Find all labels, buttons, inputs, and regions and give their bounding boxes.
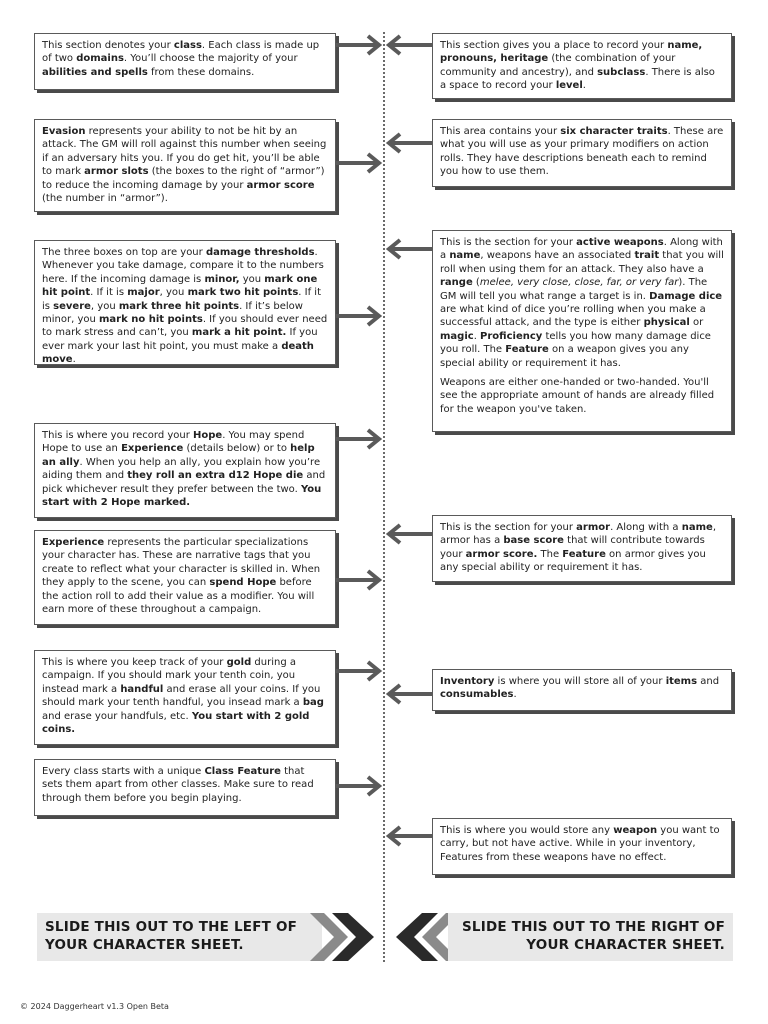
inventory-text: Inventory is where you will store all of your items and consumables. [440, 676, 720, 701]
slide-left-line-1: SLIDE THIS OUT TO THE LEFT OF [45, 919, 298, 935]
experience-box [34, 530, 336, 625]
experience-text: Experience represents the particular specializations your character has. These are narrative tags that you create to reflect what your character is skilled in. When they apply to the scene, you can spend Hope before the action roll to add their value as a modifier. You will earn more of these throughout a campaign. [42, 537, 321, 616]
arrow-right-icon [336, 660, 384, 682]
damage-thresholds-box [34, 240, 336, 365]
damage-thresholds-text: The three boxes on top are your damage thresholds. Whenever you take damage, compare it to the numbers here. If the incoming damage is minor, you mark one hit point. If it is major, you mark two hit points. If it is severe, you mark three hit points. If it’s below minor, you mark no hit points. If you should ever need to mark stress and can’t, you mark a hit point. If you ever mark your last hit point, you must make a death move. [42, 247, 328, 366]
character-traits-box [432, 119, 732, 187]
arrow-right-icon [336, 428, 384, 450]
name-heritage-text: This section gives you a place to record your name, pronouns, heritage (the combination of your community and ancestry), and subclass. There is also a space to record your level. [440, 40, 715, 92]
gold-text: This is where you keep track of your gold during a campaign. If you should mark your tenth coin, you instead mark a handful and erase all your coins. If you should mark your tenth handful, you insead mark a bag and erase your handfuls, etc. You start with 2 gold coins. [42, 657, 324, 736]
active-weapons-text-1: This is the section for your active weapons. Along with a name, weapons have an associated trait that you will roll when using them for an attack. They also have a range (melee, very close, close, far, or very far). The GM will tell you what range a target is in. Damage dice are what kind of dice you’re rolling when you make a successful attack, and the type is either physical or magic. Proficiency tells you how many damage dice you roll. The Feature on a weapon gives you any special ability or requirement it has. [440, 237, 724, 369]
evasion-armor-box [34, 119, 336, 212]
character-traits-text: This area contains your six character traits. These are what you will use as your primary modifiers on action rolls. They have descriptions beneath each to remind you how to use them. [440, 126, 724, 178]
evasion-armor-text: Evasion represents your ability to not be hit by an attack. The GM will roll against this number when seeing if an adversary hits you. If you do get hit, you’ll be able to mark armor slots (the boxes to the right of “armor”) to reduce the incoming damage by your armor score (the number in “armor”). [42, 126, 327, 205]
class-domains-box [34, 33, 336, 90]
arrow-left-icon [384, 523, 432, 545]
hope-text: This is where you record your Hope. You may spend Hope to use an Experience (details below) or to help an ally. When you help an ally, you explain how you’re aiding them and they roll an extra d12 Hope die and pick whichever result they prefer between the two. You start with 2 Hope marked. [42, 430, 326, 509]
arrow-right-icon [336, 305, 384, 327]
hope-box [34, 423, 336, 518]
weapon-storage-text: This is where you would store any weapon you want to carry, but not have active. While in your inventory, Features from these weapons have no effect. [440, 825, 720, 863]
active-weapons-box [432, 230, 732, 432]
active-weapons-text-2: Weapons are either one-handed or two-handed. You'll see the appropriate amount of hands are already filled for the weapon you've taken. [440, 377, 715, 415]
class-feature-box [34, 759, 336, 816]
slide-right-text [462, 918, 725, 954]
arrow-left-icon [384, 238, 432, 260]
arrow-left-icon [384, 132, 432, 154]
class-domains-text: This section denotes your class. Each class is made up of two domains. You’ll choose the majority of your abilities and spells from these domains. [42, 40, 320, 78]
arrow-left-icon [384, 34, 432, 56]
slide-left-line-2: YOUR CHARACTER SHEET. [45, 937, 244, 953]
arrow-right-icon [336, 569, 384, 591]
slide-right-line-1: SLIDE THIS OUT TO THE RIGHT OF [462, 919, 725, 935]
weapon-storage-box [432, 818, 732, 875]
class-feature-text: Every class starts with a unique Class Feature that sets them apart from other classes. Make sure to read through them before you begin playing. [42, 766, 314, 804]
arrow-right-icon [336, 152, 384, 174]
gold-box [34, 650, 336, 745]
armor-text: This is the section for your armor. Along with a name, armor has a base score that will contribute towards your armor score. The Feature on armor gives you any special ability or requirement it has. [440, 522, 717, 574]
arrow-right-icon [336, 775, 384, 797]
double-chevron-right-icon [310, 913, 382, 965]
copyright-footer: © 2024 Daggerheart v1.3 Open Beta [20, 1002, 169, 1011]
slide-right-line-2: YOUR CHARACTER SHEET. [526, 937, 725, 953]
slide-right-banner [448, 913, 733, 961]
arrow-left-icon [384, 683, 432, 705]
arrow-left-icon [384, 825, 432, 847]
armor-box [432, 515, 732, 582]
slide-left-text [45, 918, 297, 954]
name-heritage-box [432, 33, 732, 99]
inventory-box [432, 669, 732, 711]
slide-left-banner [37, 913, 322, 961]
arrow-right-icon [336, 34, 384, 56]
